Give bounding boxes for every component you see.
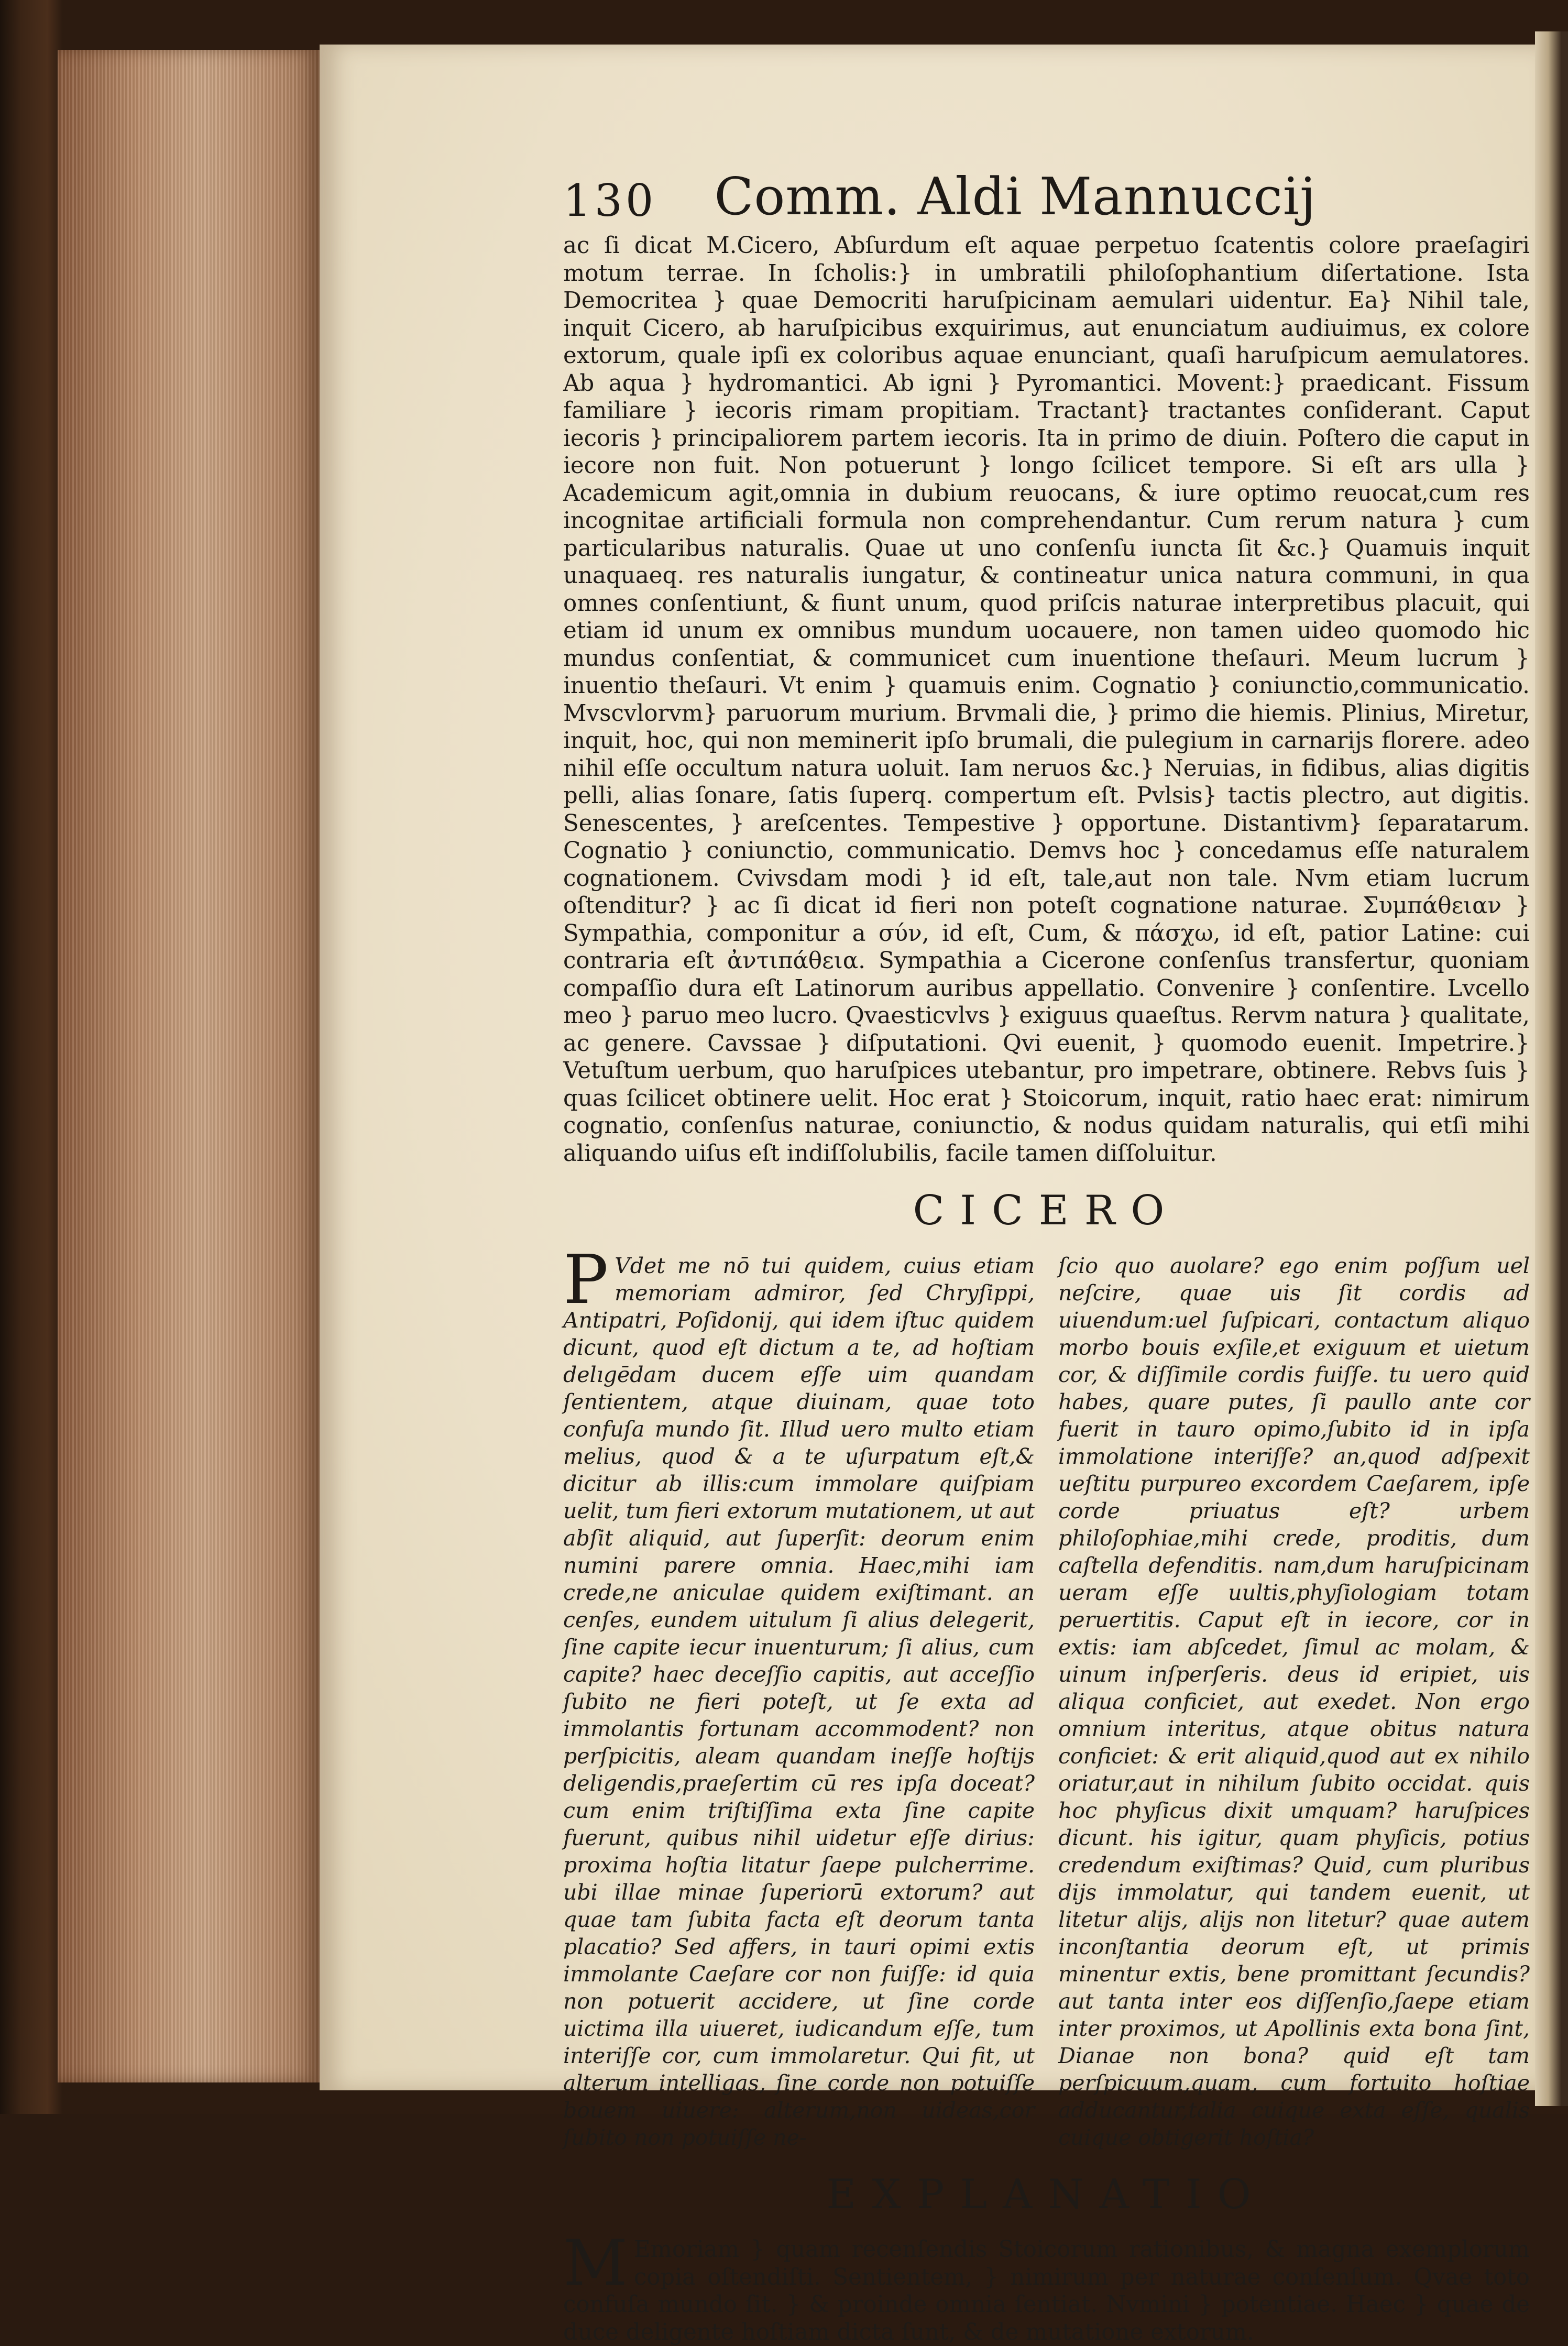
page-number: 130 (563, 175, 657, 226)
dropcap-m: M (563, 2227, 628, 2300)
commentary-text: ac ſi dicat M.Cicero, Abſurdum eſt aquae perpetuo ſcatentis colore praeſagiri motum terrae. In ſcholis:} in umbratili philoſophantium diſertatione. Ista Democritea } quae Democriti haruſpicinam aemulari uidentur. Ea} Nihil tale, inquit Cicero, ab haruſpicibus exquirimus, aut enunciatum audiuimus, ex colore extorum, quale ipſi ex coloribus aquae enunciant, quaſi haruſpicum aemulatores. Ab aqua } hydromantici. Ab igni } Pyromantici. Movent:} praedicant. Fissum familiare } iecoris rimam propitiam. Tractant} tractantes conſiderant. Caput iecoris } principaliorem partem iecoris. Ita in primo de diuin. Poſtero die caput in iecore non fuit. Non potuerunt } longo ſcilicet tempore. Si eſt ars ulla } Academicum agit,omnia in dubium reuocans, & iure optimo reuocat,cum res incognitae artificiali formula non comprehendantur. Cum rerum natura } cum particularibus naturalis. Quae ut uno conſenſu iuncta ſit &c.} Quamuis inquit unaquaeq. res naturalis iungatur, & contineatur unica natura communi, in qua omnes conſentiunt, & fiunt unum, quod priſcis naturae interpretibus placuit, qui etiam id unum ex omnibus mundum uocauere, non tamen uideo quomodo hic mundus conſentiat, & communicet cum inuentione theſauri. Meum lucrum } inuentio theſauri. Vt enim } quamuis enim. Cognatio } coniunctio,communicatio. Mvscvlorvm} paruorum murium. Brvmali die, } primo die hiemis. Plinius, Miretur, inquit, hoc, qui non meminerit ipſo brumali, die pulegium in carnarijs florere. adeo nihil eſſe occultum natura uoluit. Iam neruos &c.} Neruias, in fidibus, alias digitis pelli, alias ſonare, ſatis ſuperq. compertum eſt. Pvlsis} tactis plectro, aut digitis. Senescentes, } areſcentes. Tempestive } opportune. Distantivm} ſeparatarum. Cognatio } coniunctio, communicatio. Demvs hoc } concedamus eſſe naturalem cognationem. Cvivsdam modi } id eſt, tale,aut non tale. Nvm etiam lucrum oſtenditur? } ac ſi dicat id fieri non poteſt cognatione naturae. Συμπάθειαν } Sympathia, componitur a σύν, id eſt, Cum, & πάσχω, id eſt, patior Latine: cui contraria eſt ἀντιπάθεια. Sympathia a Cicerone conſenſus transfertur, quoniam compaſſio dura eſt Latinorum auribus appellatio. Convenire } conſentire. Lvcello meo } paruo meo lucro. Qvaesticvlvs } exiguus quaeſtus. Rervm natura } qualitate, ac genere. Cavssae } diſputationi. Qvi euenit, } quomodo euenit. Impetrire.} Vetuſtum uerbum, quo haruſpices utebantur, pro impetrare, obtinere. Rebvs ſuis } quas ſcilicet obtinere uelit. Hoc erat } Stoicorum, inquit, ratio haec erat: nimirum cognatio, conſenſus naturae, coniunctio, & nodus quidam naturalis, qui etſi mihi aliquando uiſus eſt indiſſolubilis, facile tamen diſſoluitur. (563, 233, 1530, 1167)
explanatio-text: Emoriam } quam recenſendis Stoicorum rationibus, & magna exemplorum copia oſtendiſti. Sentientem, } nimirum per naturae conſenſum. Qvae toto confuſa mundo ſit. } & proinde omnia ſentiat. Nvmini } potentiae. Haec } quae de duce deligente hoſtiam dicta ſunt, & de mutatione extorum. (563, 2237, 1530, 2345)
cicero-text-columns (563, 1241, 1530, 2151)
cicero-column-left (563, 1241, 1035, 2151)
book-title: Comm. Aldi Mannuccij (714, 167, 1317, 227)
page-content (563, 149, 1530, 2346)
dropcap-p: P (563, 1241, 609, 1319)
cicero-heading: CICERO (913, 1187, 1180, 1234)
page-edges-binding (58, 50, 320, 2082)
cicero-column-left-text: Vdet me nō tui quidem, cuius etiam memoriam admiror, ſed Chryſippi, Antipatri, Poſidonij, qui idem iſtuc quidem dicunt, quod eſt dictum a te, ad hoſtiam delıgēdam ducem eſſe uim quandam ſentientem, atque diuinam, quae toto confuſa mundo ſit. Illud uero multo etiam melius, quod & a te uſurpatum eſt,& dicitur ab illis:cum immolare quiſpiam uelit, tum fieri extorum mutationem, ut aut abſit aliquid, aut ſuperſit: deorum enim numini parere omnia. Haec,mihi iam crede,ne aniculae quidem exiſtimant. an cenſes, eundem uitulum ſi alius delegerit, ſine capite iecur inuenturum; ſi alius, cum capite? haec deceſſio capitis, aut acceſſio ſubito ne fieri poteſt, ut ſe exta ad immolantis fortunam accommodent? non perſpicitis, aleam quandam ineſſe hoſtijs deligendis,praeſertim cū res ipſa doceat? cum enim triſtiſſima exta ſine capite fuerunt, quibus nihil uidetur eſſe dirius: proxima hoſtia litatur ſaepe pulcherrime. ubi illae minae ſuperiorū extorum? aut quae tam ſubita facta eſt deorum tanta placatio? Sed affers, in tauri opimi extis immolante Caeſare cor non fuiſſe: id quia non potuerit accidere, ut ſine corde uictima illa uiueret, iudicandum eſſe, tum interiſſe cor, cum immolaretur. Qui fit, ut alterum intelligas, ſine corde non potuiſſe bouem uiuere: alterum,non uideas,cor ſubito non potuiſſe ne- (563, 1253, 1035, 2150)
explanatio-block (563, 2227, 1530, 2346)
cicero-column-right-text: ſcio quo auolare? ego enim poſſum uel neſcire, quae uis ſit cordis ad uiuendum:uel ſuſpicari, contactum aliquo morbo bouis exſile,et exiguum et uietum cor, & diſſimile cordis fuiſſe. tu uero quid habes, quare putes, ſi paullo ante cor fuerit in tauro opimo,ſubito id in ipſa immolatione interiſſe? an,quod adſpexit ueſtitu purpureo excordem Caeſarem, ipſe corde priuatus eſt? urbem philoſophiae,mihi crede, proditis, dum caſtella defenditis. nam,dum haruſpicinam ueram eſſe uultis,phyſiologiam totam peruertitis. Caput eſt in iecore, cor in extis: iam abſcedet, ſimul ac molam, & uinum inſperſeris. deus id eripiet, uis aliqua conficiet, aut exedet. Non ergo omnium interitus, atque obitus natura conficiet: & erit aliquid,quod aut ex nihilo oriatur,aut in nihilum ſubito occidat. quis hoc phyſicus dixit umquam? haruſpices dicunt. his igitur, quam phyſicis, potius credendum exiſtimas? Quid, cum pluribus dijs immolatur, qui tandem euenit, ut litetur alijs, alijs non litetur? quae autem inconſtantia deorum eſt, ut primis minentur extis, bene promittant ſecundis? aut tanta inter eos diſſenſio,ſaepe etiam inter proximos, ut Apollinis exta bona ſint, Dianae non bona? quid eſt tam perſpicuum,quam, cum fortuito hoſtiae adducantur,talia cuique exta eſſe, qualis cuique obtigerit hoſtia? (1058, 1253, 1530, 2150)
running-head (563, 149, 1530, 227)
cicero-column-right (1058, 1252, 1530, 2151)
explanatio-heading: EXPLANATIO (826, 2171, 1267, 2218)
facing-page-edge (1535, 31, 1568, 2106)
commentary-block (563, 232, 1530, 1167)
